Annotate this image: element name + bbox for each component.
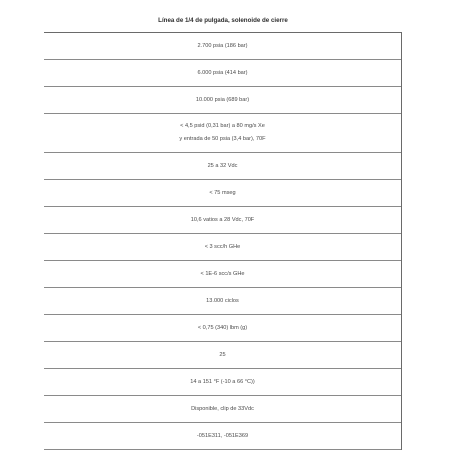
- table-row: [44, 342, 401, 369]
- table-cell-value: 10,6 vatios a 28 Vdc, 70F: [190, 216, 255, 223]
- table-row: [44, 87, 401, 114]
- table-cell-value: Disponible, clip de 33Vdc: [191, 405, 254, 412]
- table-row: [44, 33, 401, 60]
- table-row: [44, 369, 401, 396]
- table-cell-value: 25 a 32 Vdc: [207, 162, 238, 169]
- table-cell-value: 2.700 psia (186 bar): [197, 42, 248, 49]
- table-cell-value: < 3 scc/h GHe: [204, 243, 241, 250]
- table-row: [44, 114, 401, 153]
- table-header: Línea de 1/4 de pulgada, solenoide de cierre: [158, 17, 288, 24]
- table-cell-value: < 4,5 psid (0,31 bar) a 80 mg/s Xe: [180, 123, 265, 129]
- table-cell-value: 25: [219, 351, 226, 358]
- table-row: [44, 396, 401, 423]
- table-row: [44, 261, 401, 288]
- table-cell-value: < 1E-6 scc/s GHe: [200, 270, 245, 277]
- table-row: [44, 315, 401, 342]
- table-row: [44, 180, 401, 207]
- table-row: [44, 153, 401, 180]
- table-cell-value: -051E311, -051E369: [196, 432, 249, 439]
- table-row: [44, 234, 401, 261]
- table-body: [44, 32, 402, 450]
- table-row: [44, 207, 401, 234]
- table-cell-value: y entrada de 50 psia (3,4 bar), 70F: [179, 136, 266, 142]
- table-row: [44, 423, 401, 450]
- table-row: [44, 288, 401, 315]
- table-cell-value: < 75 mseg: [209, 189, 236, 196]
- table-cell-value: 6.000 psia (414 bar): [197, 69, 248, 76]
- table-cell-value: 13.000 ciclos: [206, 297, 239, 304]
- table-cell-value: 14 a 151 °F (-10 a 66 °C)): [190, 378, 255, 385]
- table-cell-value: < 0,75 (340) lbm (g): [197, 324, 248, 331]
- table-cell-value: 10.000 psia (689 bar): [195, 96, 250, 103]
- spec-table: [44, 10, 402, 450]
- table-row: [44, 60, 401, 87]
